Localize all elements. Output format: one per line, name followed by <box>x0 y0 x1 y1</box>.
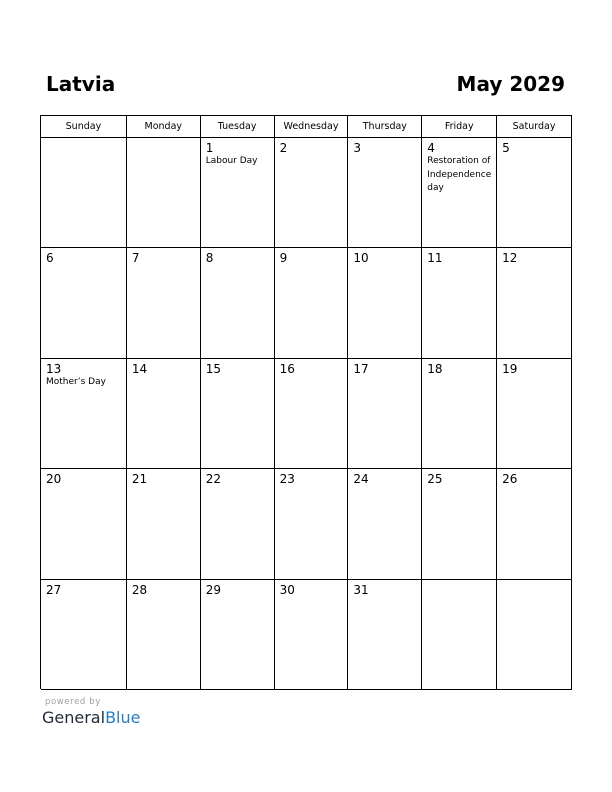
day-number: 31 <box>353 582 369 597</box>
day-cell <box>497 248 572 358</box>
day-number: 5 <box>502 141 510 155</box>
country-title: Latvia <box>46 72 116 96</box>
day-number: 16 <box>279 361 295 376</box>
day-number: 7 <box>131 251 140 266</box>
powered-by-label: powered by <box>45 697 101 707</box>
day-cell <box>275 248 349 358</box>
day-cell <box>422 580 497 690</box>
holiday-label: Mother’s Day <box>46 376 106 387</box>
day-number: 27 <box>46 582 62 597</box>
holiday-label: Labour Day <box>205 156 258 166</box>
day-cell <box>348 248 422 358</box>
day-number: 22 <box>205 472 221 487</box>
day-cell <box>201 580 275 690</box>
day-number: 2 <box>279 141 288 155</box>
day-number: 25 <box>427 472 443 487</box>
day-cell <box>41 580 127 690</box>
day-cell <box>348 138 422 248</box>
day-cell <box>422 359 497 469</box>
calendar-grid <box>40 115 572 689</box>
weekday-header: Thursday <box>348 116 422 138</box>
day-cell <box>422 469 497 579</box>
day-cell <box>41 138 127 248</box>
day-number: 29 <box>205 582 221 597</box>
weekday-header: Monday <box>127 116 201 138</box>
day-number: 6 <box>46 251 54 266</box>
day-cell <box>127 138 201 248</box>
day-cell <box>497 580 572 690</box>
day-number: 21 <box>131 472 148 487</box>
day-cell <box>127 469 201 579</box>
week-row <box>41 469 572 579</box>
day-cell <box>127 359 201 469</box>
day-cell <box>422 138 497 248</box>
day-cell <box>41 248 127 358</box>
weekday-header-row <box>41 116 572 138</box>
day-number: 28 <box>131 582 148 597</box>
weekday-header: Wednesday <box>275 116 349 138</box>
day-number: 4 <box>427 141 435 155</box>
day-cell <box>422 248 497 358</box>
day-cell <box>275 138 349 248</box>
weekday-header: Sunday <box>41 116 127 138</box>
week-row <box>41 580 572 690</box>
weekday-header: Saturday <box>497 116 572 138</box>
day-number: 14 <box>131 361 148 376</box>
day-number: 13 <box>46 361 62 376</box>
day-number: 23 <box>279 472 295 487</box>
day-number: 17 <box>353 361 369 376</box>
day-cell <box>497 469 572 579</box>
weekday-header: Friday <box>422 116 497 138</box>
day-number: 10 <box>353 251 369 266</box>
day-number: 26 <box>502 472 518 487</box>
day-cell <box>41 469 127 579</box>
day-cell <box>497 138 572 248</box>
day-cell <box>275 469 349 579</box>
day-cell <box>201 138 275 248</box>
day-cell <box>348 469 422 579</box>
day-number: 24 <box>353 472 369 487</box>
day-cell <box>497 359 572 469</box>
day-number: 15 <box>205 361 221 376</box>
day-number: 20 <box>46 472 62 487</box>
week-row <box>41 138 572 248</box>
day-cell <box>201 359 275 469</box>
day-number: 3 <box>353 141 362 155</box>
day-cell <box>275 580 349 690</box>
day-number: 9 <box>279 251 288 266</box>
weekday-header: Tuesday <box>201 116 275 138</box>
day-number: 12 <box>502 251 518 266</box>
day-cell <box>348 580 422 690</box>
holiday-label: Restoration of Independence day <box>427 156 492 193</box>
day-cell <box>201 248 275 358</box>
month-year-title: May 2029 <box>456 72 565 96</box>
day-number: 30 <box>279 582 295 597</box>
day-cell <box>348 359 422 469</box>
brand-logo[interactable] <box>42 708 140 727</box>
day-number: 19 <box>502 361 518 376</box>
day-cell <box>127 580 201 690</box>
day-number: 1 <box>205 141 214 155</box>
day-cell <box>275 359 349 469</box>
day-number: 11 <box>427 251 443 266</box>
brand-blue-text: Blue <box>105 708 141 727</box>
week-row <box>41 248 572 358</box>
week-row <box>41 359 572 469</box>
day-cell <box>127 248 201 358</box>
day-cell <box>41 359 127 469</box>
day-cell <box>201 469 275 579</box>
day-number: 8 <box>205 251 214 266</box>
brand-general-text: General <box>42 708 106 727</box>
day-number: 18 <box>427 361 443 376</box>
